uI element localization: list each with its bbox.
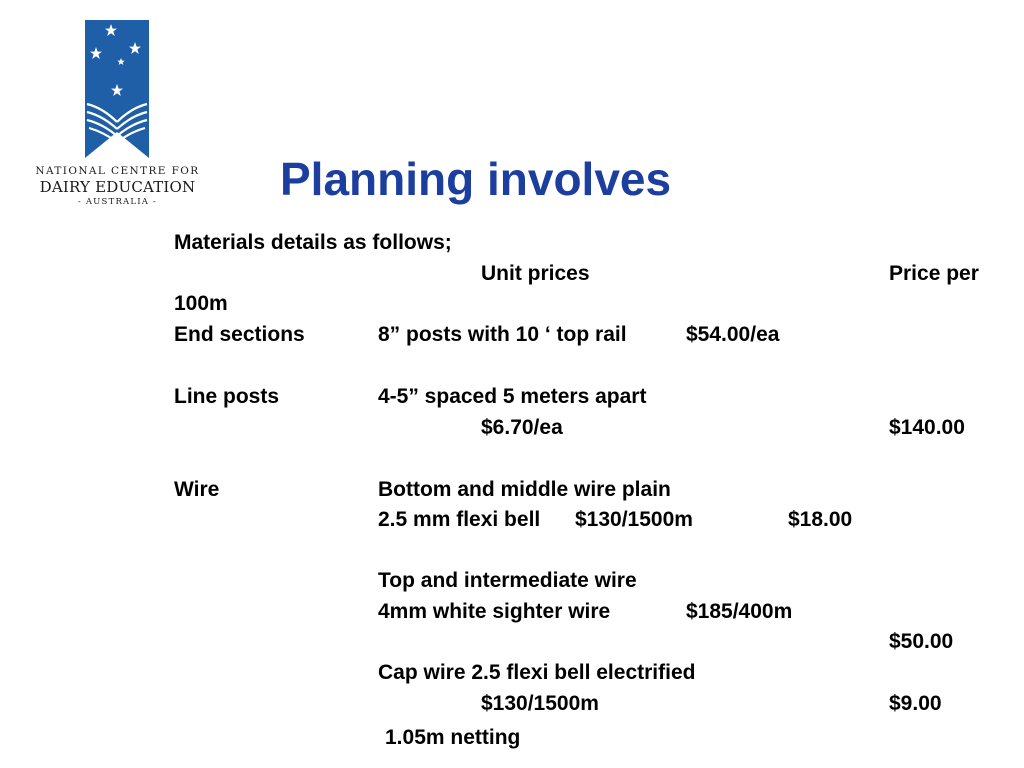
ncde-logo bbox=[30, 20, 205, 215]
wire-unit-price: $130/1500m bbox=[575, 508, 693, 531]
logo-text-line-2: DAIRY EDUCATION bbox=[39, 178, 196, 196]
slide-title: Planning involves bbox=[280, 153, 672, 205]
wire-desc: Bottom and middle wire plain bbox=[378, 478, 671, 501]
netting-text: 1.05m netting bbox=[385, 726, 521, 749]
end-sections-desc: 8” posts with 10 ‘ top rail bbox=[378, 323, 627, 346]
logo-text-line-1: NATIONAL CENTRE FOR bbox=[35, 165, 200, 177]
wire-item: 2.5 mm flexi bell bbox=[378, 508, 541, 531]
header-unit-prices: Unit prices bbox=[481, 262, 590, 285]
line-posts-desc: 4-5” spaced 5 meters apart bbox=[378, 385, 647, 408]
top-wire-price-per-100m: $50.00 bbox=[889, 630, 954, 653]
end-sections-label: End sections bbox=[174, 323, 305, 346]
cap-wire-price-per-100m: $9.00 bbox=[889, 692, 942, 715]
cap-wire-unit-price: $130/1500m bbox=[481, 692, 599, 715]
intro-text: Materials details as follows; bbox=[174, 231, 452, 254]
header-100m: 100m bbox=[174, 292, 228, 315]
line-posts-unit-price: $6.70/ea bbox=[481, 416, 563, 439]
line-posts-label: Line posts bbox=[174, 385, 280, 408]
cap-wire-desc: Cap wire 2.5 flexi bell electrified bbox=[378, 661, 696, 684]
top-wire-item: 4mm white sighter wire bbox=[378, 600, 611, 623]
top-wire-desc: Top and intermediate wire bbox=[378, 569, 637, 592]
southern-cross-shield-icon bbox=[85, 20, 149, 158]
wire-price-per-100m: $18.00 bbox=[788, 508, 853, 531]
line-posts-price-per-100m: $140.00 bbox=[889, 416, 965, 439]
top-wire-unit-price: $185/400m bbox=[686, 600, 793, 623]
logo-text-line-3: - AUSTRALIA - bbox=[77, 197, 158, 207]
end-sections-unit-price: $54.00/ea bbox=[686, 323, 780, 346]
header-price-per: Price per bbox=[889, 262, 979, 285]
wire-label: Wire bbox=[174, 478, 220, 501]
